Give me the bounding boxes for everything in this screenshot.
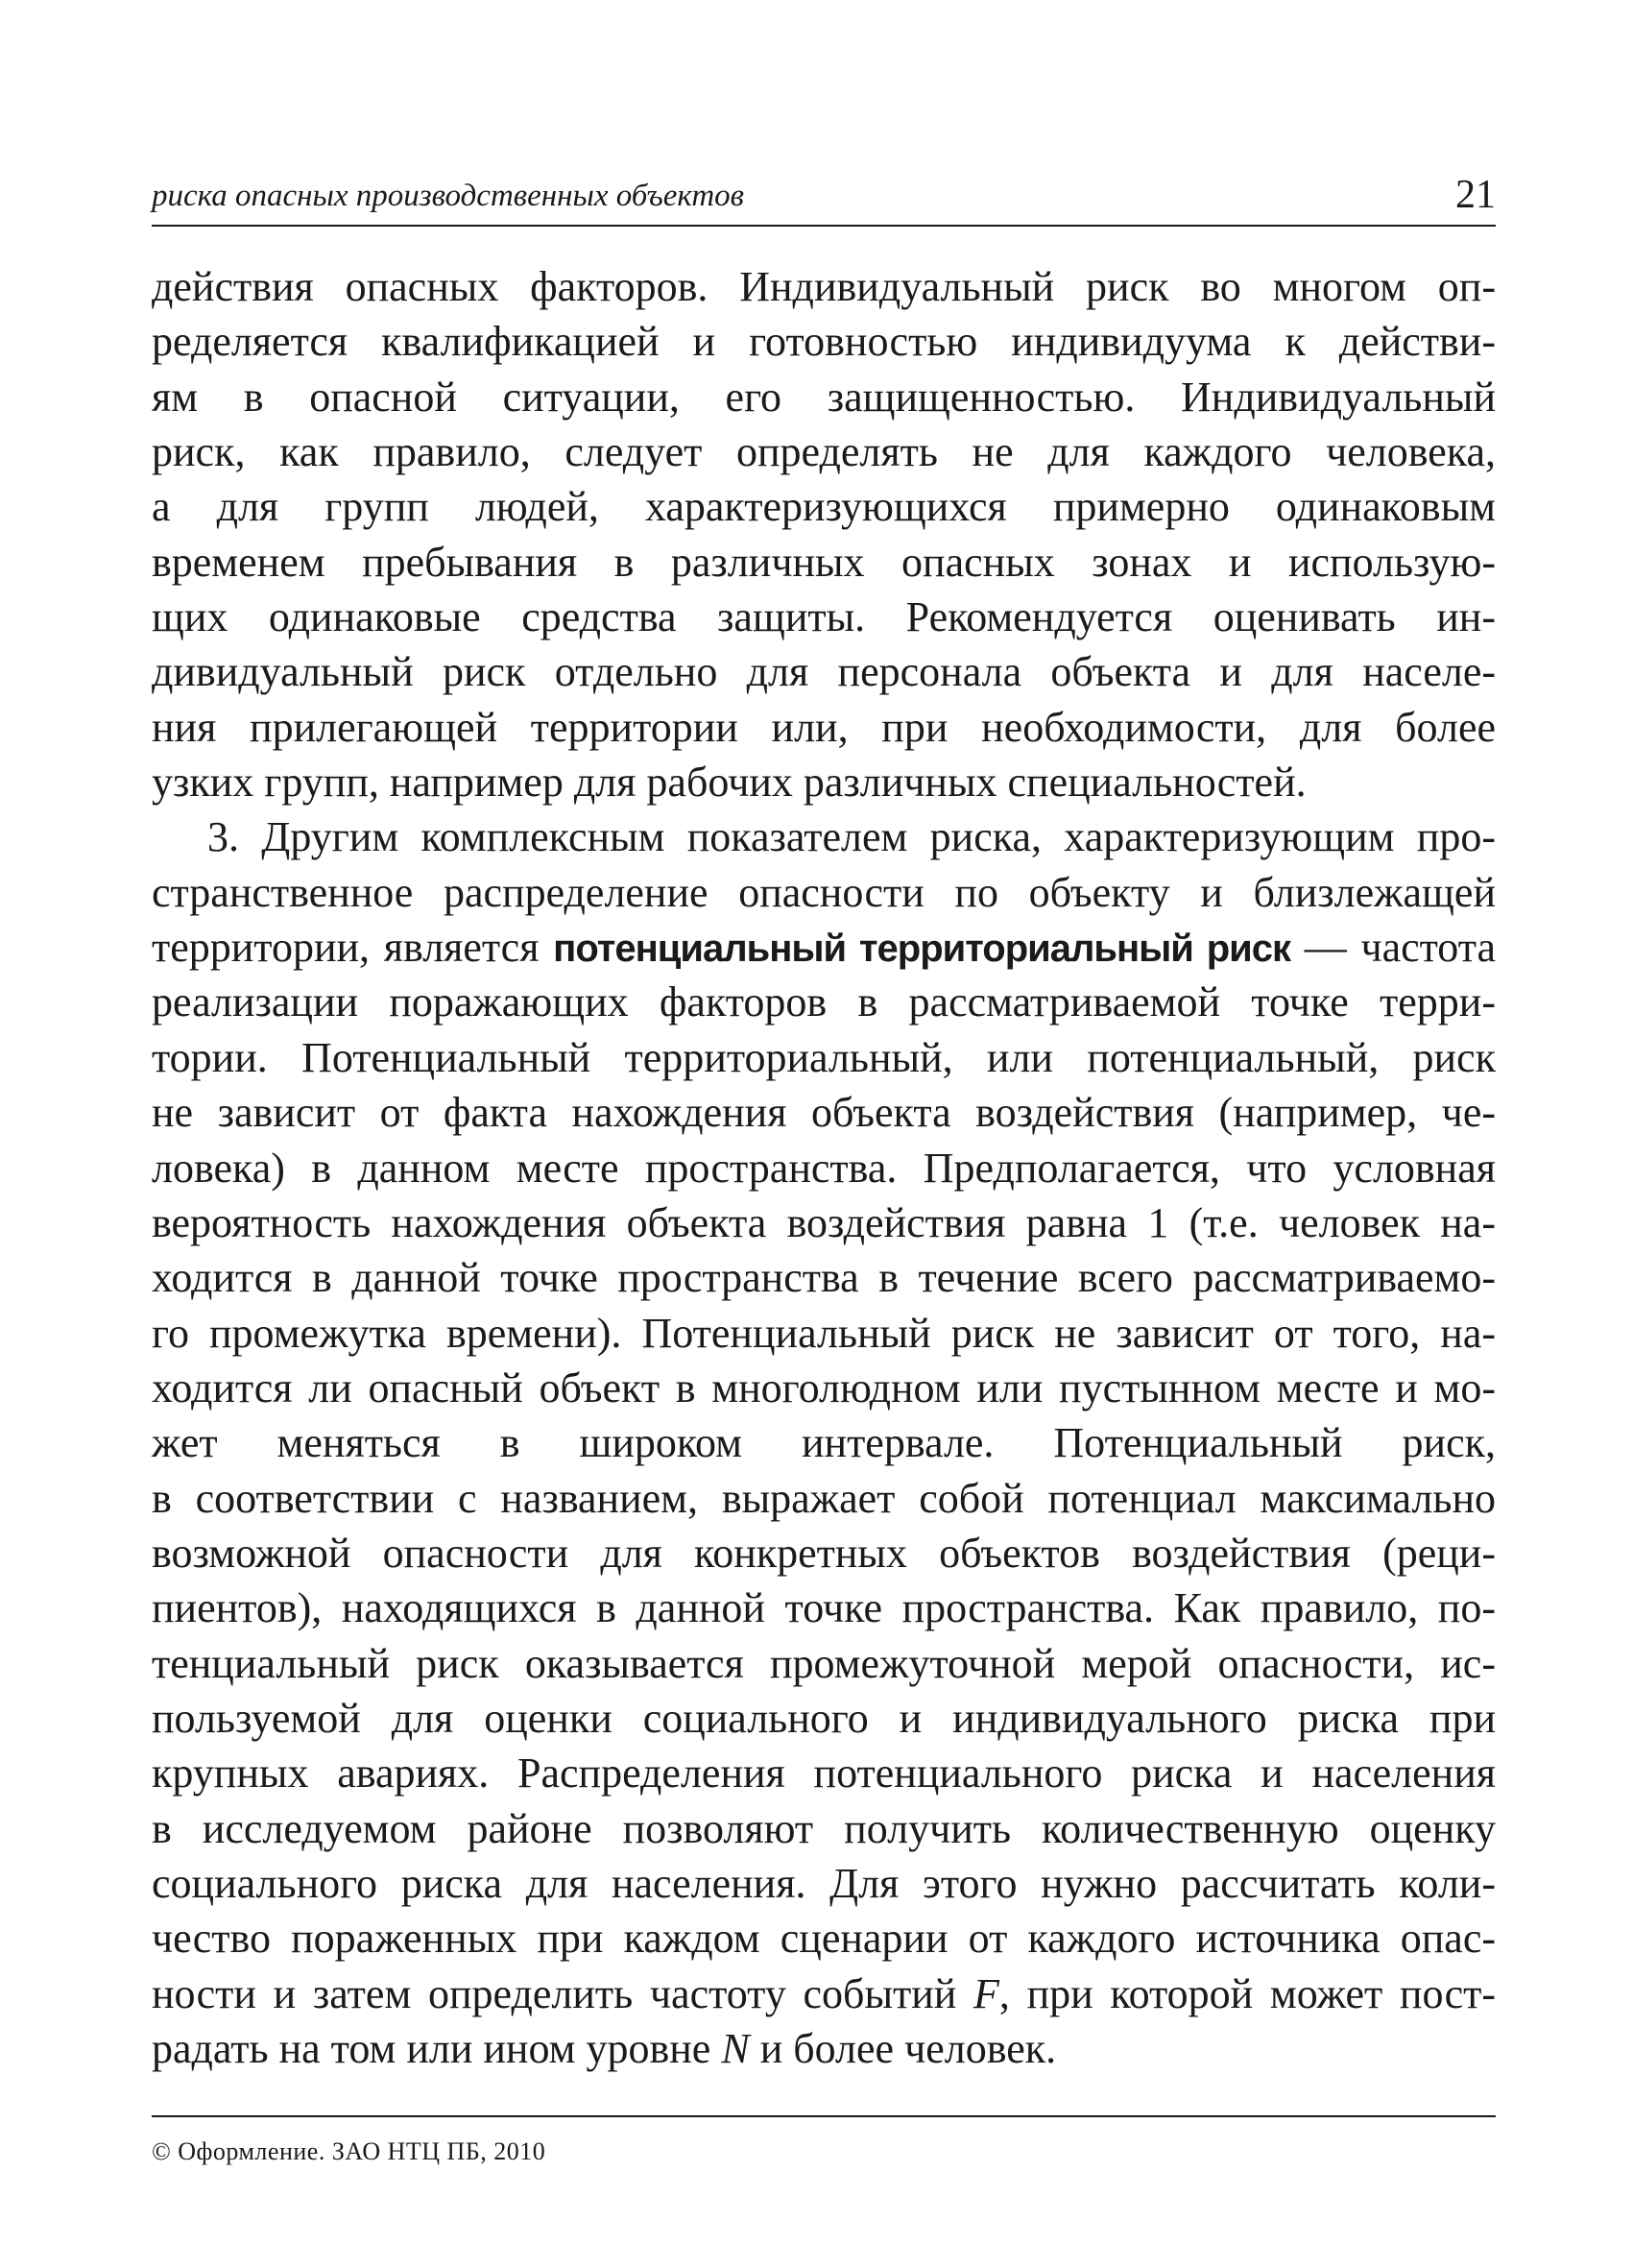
text-line: временем пребывания в различных опасных зонах и использую-: [152, 538, 1496, 586]
text-fragment: территории, является: [152, 924, 554, 972]
text-line-with-variable: [152, 2021, 1496, 2076]
text-line-with-term: [152, 920, 1496, 975]
text-line: в исследуемом районе позволяют получить количественную оценку: [152, 1804, 1496, 1852]
running-title: риска опасных производственных объектов: [152, 179, 745, 213]
text-line: дивидуальный риск отдельно для персонала объекта и для населе-: [152, 648, 1496, 696]
text-fragment: радать на том или ином уровне: [152, 2025, 722, 2072]
defined-term: потенциальный территориальный риск: [553, 928, 1291, 971]
text-line: крупных авариях. Распределения потенциального риска и населения: [152, 1749, 1496, 1798]
text-fragment: ности и затем определить частоту событий: [152, 1969, 974, 2017]
text-line: ловека) в данном месте пространства. Предполагается, что условная: [152, 1144, 1496, 1192]
text-line: возможной опасности для конкретных объектов воздействия (реци-: [152, 1529, 1496, 1577]
text-line: узких групп, например для рабочих различных специальностей.: [152, 759, 1307, 807]
copyright-notice: © Оформление. ЗАО НТЦ ПБ, 2010: [152, 2137, 546, 2165]
text-fragment: , при которой может пост-: [998, 1969, 1496, 2017]
text-line-with-variable: [152, 1966, 1496, 2021]
variable-n: N: [721, 2025, 750, 2072]
text-line: жет меняться в широком интервале. Потенциальный риск,: [152, 1419, 1496, 1467]
text-line: щих одинаковые средства защиты. Рекомендуется оценивать ин-: [152, 593, 1496, 641]
page-number: 21: [1455, 173, 1496, 217]
text-line: ходится ли опасный объект в многолюдном или пустынном месте и мо-: [152, 1363, 1496, 1411]
text-line: не зависит от факта нахождения объекта воздействия (например, че-: [152, 1089, 1496, 1137]
text-line: вероятность нахождения объекта воздействия равна 1 (т.е. человек на-: [152, 1198, 1496, 1246]
text-fragment: и более человек.: [749, 2025, 1057, 2072]
paragraph-2: [152, 809, 1496, 2076]
body-text: [152, 259, 1496, 2076]
text-line: странственное распределение опасности по объекту и близлежащей: [152, 868, 1496, 916]
variable-f: F: [973, 1969, 999, 2017]
text-line: действия опасных факторов. Индивидуальный риск во многом оп-: [152, 263, 1496, 310]
text-line: ходится в данной точке пространства в течение всего рассматриваемо-: [152, 1254, 1496, 1302]
running-header: [152, 171, 1496, 227]
text-line: в соответствии с названием, выражает собой потенциал максимально: [152, 1474, 1496, 1522]
page-footer: [152, 2115, 1496, 2175]
text-line: чество пораженных при каждом сценарии от каждого источника опас-: [152, 1915, 1496, 1963]
text-line: ределяется квалификацией и готовностью индивидуума к действи-: [152, 318, 1496, 366]
text-line: ния прилегающей территории или, при необходимости, для более: [152, 703, 1496, 751]
text-fragment: — частота: [1290, 924, 1496, 972]
text-line: пользуемой для оценки социального и индивидуального риска при: [152, 1694, 1496, 1742]
text-line: ям в опасной ситуации, его защищенностью. Индивидуальный: [152, 373, 1496, 421]
text-line: 3. Другим комплексным показателем риска, характеризующим про-: [207, 813, 1496, 861]
text-line: пиентов), находящихся в данной точке пространства. Как правило, по-: [152, 1584, 1496, 1632]
text-line: а для групп людей, характеризующихся примерно одинаковым: [152, 483, 1496, 531]
text-line: реализации поражающих факторов в рассматриваемой точке терри-: [152, 978, 1496, 1026]
text-line: го промежутка времени). Потенциальный риск не зависит от того, на-: [152, 1309, 1496, 1357]
text-line: социального риска для населения. Для этого нужно рассчитать коли-: [152, 1859, 1496, 1907]
paragraph-1: [152, 259, 1496, 809]
text-line: тории. Потенциальный территориальный, или потенциальный, риск: [152, 1033, 1496, 1081]
text-line: риск, как правило, следует определять не для каждого человека,: [152, 428, 1496, 476]
text-line: тенциальный риск оказывается промежуточной мерой опасности, ис-: [152, 1639, 1496, 1687]
